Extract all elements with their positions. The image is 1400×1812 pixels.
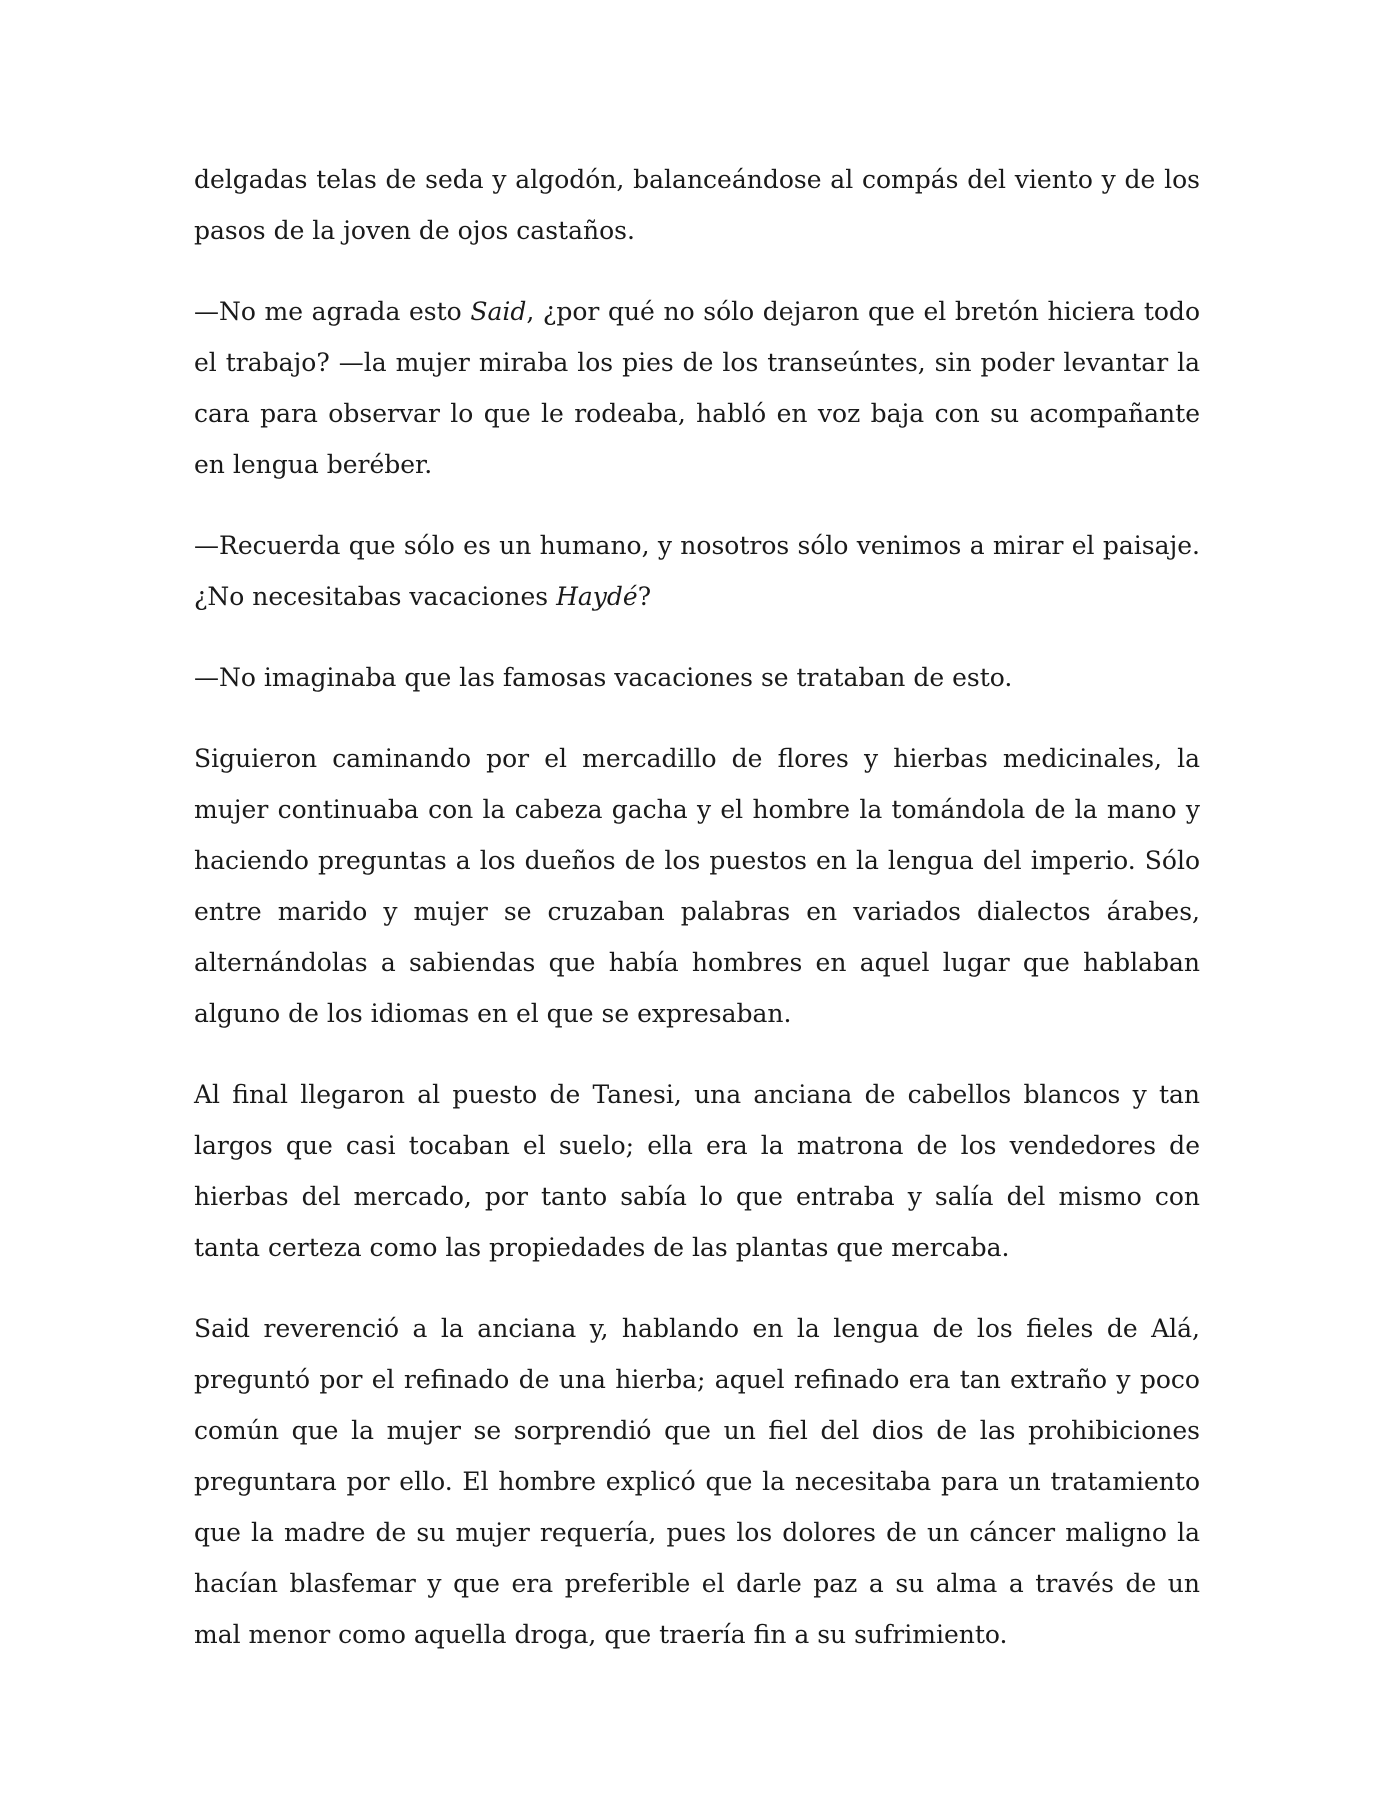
paragraph-6: Al final llegaron al puesto de Tanesi, una anciana de cabellos blancos y tan largos que casi tocaban el suelo; ella era la matrona de los vendedores de hierbas del mercado, por tanto sabía lo que entraba y salía del mismo con tanta certeza como las propiedades de las plantas que mercaba. (194, 1080, 1200, 1262)
paragraph-4: —No imaginaba que las famosas vacaciones se trataban de esto. (194, 663, 1013, 692)
dialogue-text: ? (637, 582, 652, 611)
dialogue-text: —No me agrada esto (194, 297, 471, 326)
paragraph-7: Said reverenció a la anciana y, hablando en la lengua de los fieles de Alá, preguntó por el refinado de una hierba; aquel refinado era tan extraño y poco común que la mujer se sorprendió que un fiel del dios de las prohibiciones preguntara por ello. El hombre explicó que la necesitaba para un tratamiento que la madre de su mujer requería, pues los dolores de un cáncer maligno la hacían blasfemar y que era preferible el darle paz a su alma a través de un mal menor como aquella droga, que traería fin a su sufrimiento. (194, 1314, 1200, 1649)
paragraph-1: delgadas telas de seda y algodón, balanceándose al compás del viento y de los pasos de la joven de ojos castaños. (194, 165, 1200, 245)
body-text (194, 154, 1200, 1690)
paragraph-5: Siguieron caminando por el mercadillo de flores y hierbas medicinales, la mujer continuaba con la cabeza gacha y el hombre la tomándola de la mano y haciendo preguntas a los dueños de los puestos en la lengua del imperio. Sólo entre marido y mujer se cruzaban palabras en variados dialectos árabes, alternándolas a sabiendas que había hombres en aquel lugar que hablaban alguno de los idiomas en el que se expresaban. (194, 744, 1200, 1028)
dialogue-text: —Recuerda que sólo es un humano, y nosotros sólo venimos a mirar el paisaje. ¿No necesitabas vacaciones (194, 531, 1200, 611)
paragraph-3 (194, 520, 1200, 622)
dialogue-text: , ¿por qué no sólo dejaron que el bretón hiciera todo el trabajo? —la mujer miraba los pies de los transeúntes, sin poder levantar la cara para observar lo que le rodeaba, habló en voz baja con su acompañante en lengua beréber. (194, 297, 1200, 479)
italic-name-hayde: Haydé (556, 582, 638, 611)
paragraph-2 (194, 286, 1200, 490)
italic-name-said: Said (470, 297, 527, 326)
